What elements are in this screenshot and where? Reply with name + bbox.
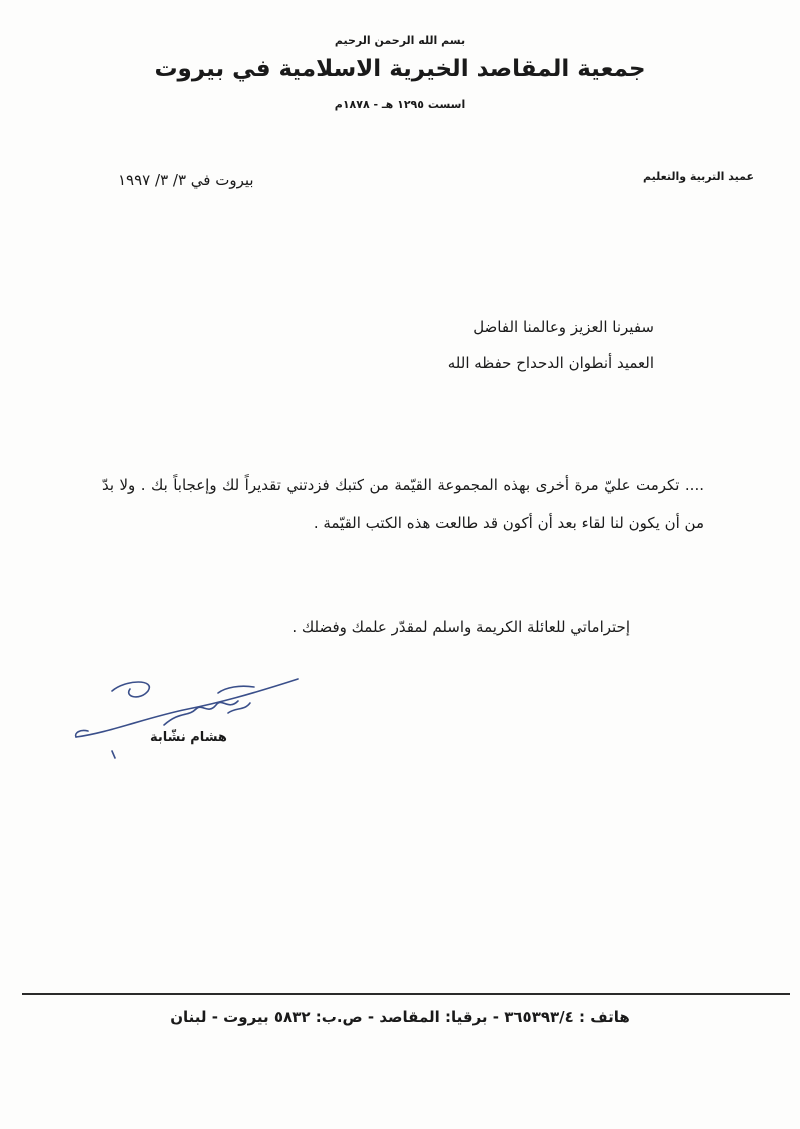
closing-line: إحتراماتي للعائلة الكريمة واسلم لمقدّر علمك وفضلك . [292, 618, 630, 636]
handwritten-signature [68, 665, 308, 770]
signer-name: هشام نشّابة [150, 730, 227, 745]
salutation-line-1: سفيرنا العزيز وعالمنا الفاضل [473, 318, 654, 336]
footer-divider [22, 993, 790, 995]
founded-line: اسست ١٢٩٥ هـ - ١٨٧٨م [334, 98, 466, 111]
body-paragraph: .... تكرمت عليّ مرة أخرى بهذه المجموعة القيّمة من كتبك فزدتني تقديراً لك وإعجاباً بك . ولا بدّ من أن يكون لنا لقاء بعد أن أكون قد طالعت هذه الكتب القيّمة . [102, 476, 704, 532]
department-title: عميد التربية والتعليم [643, 170, 754, 183]
footer-contact-line: هاتف : ٣٦٥٣٩٣/٤ - برقيا: المقاصد - ص.ب: ٥٨٣٢ بيروت - لبنان [170, 1008, 630, 1026]
organization-name: جمعية المقاصد الخيرية الاسلامية في بيروت [154, 56, 646, 82]
salutation-line-2: العميد أنطوان الدحداح حفظه الله [447, 354, 654, 372]
basmala: بسم الله الرحمن الرحيم [334, 34, 466, 47]
letter-date: بيروت في ٣/ ٣/ ١٩٩٧ [118, 171, 254, 189]
